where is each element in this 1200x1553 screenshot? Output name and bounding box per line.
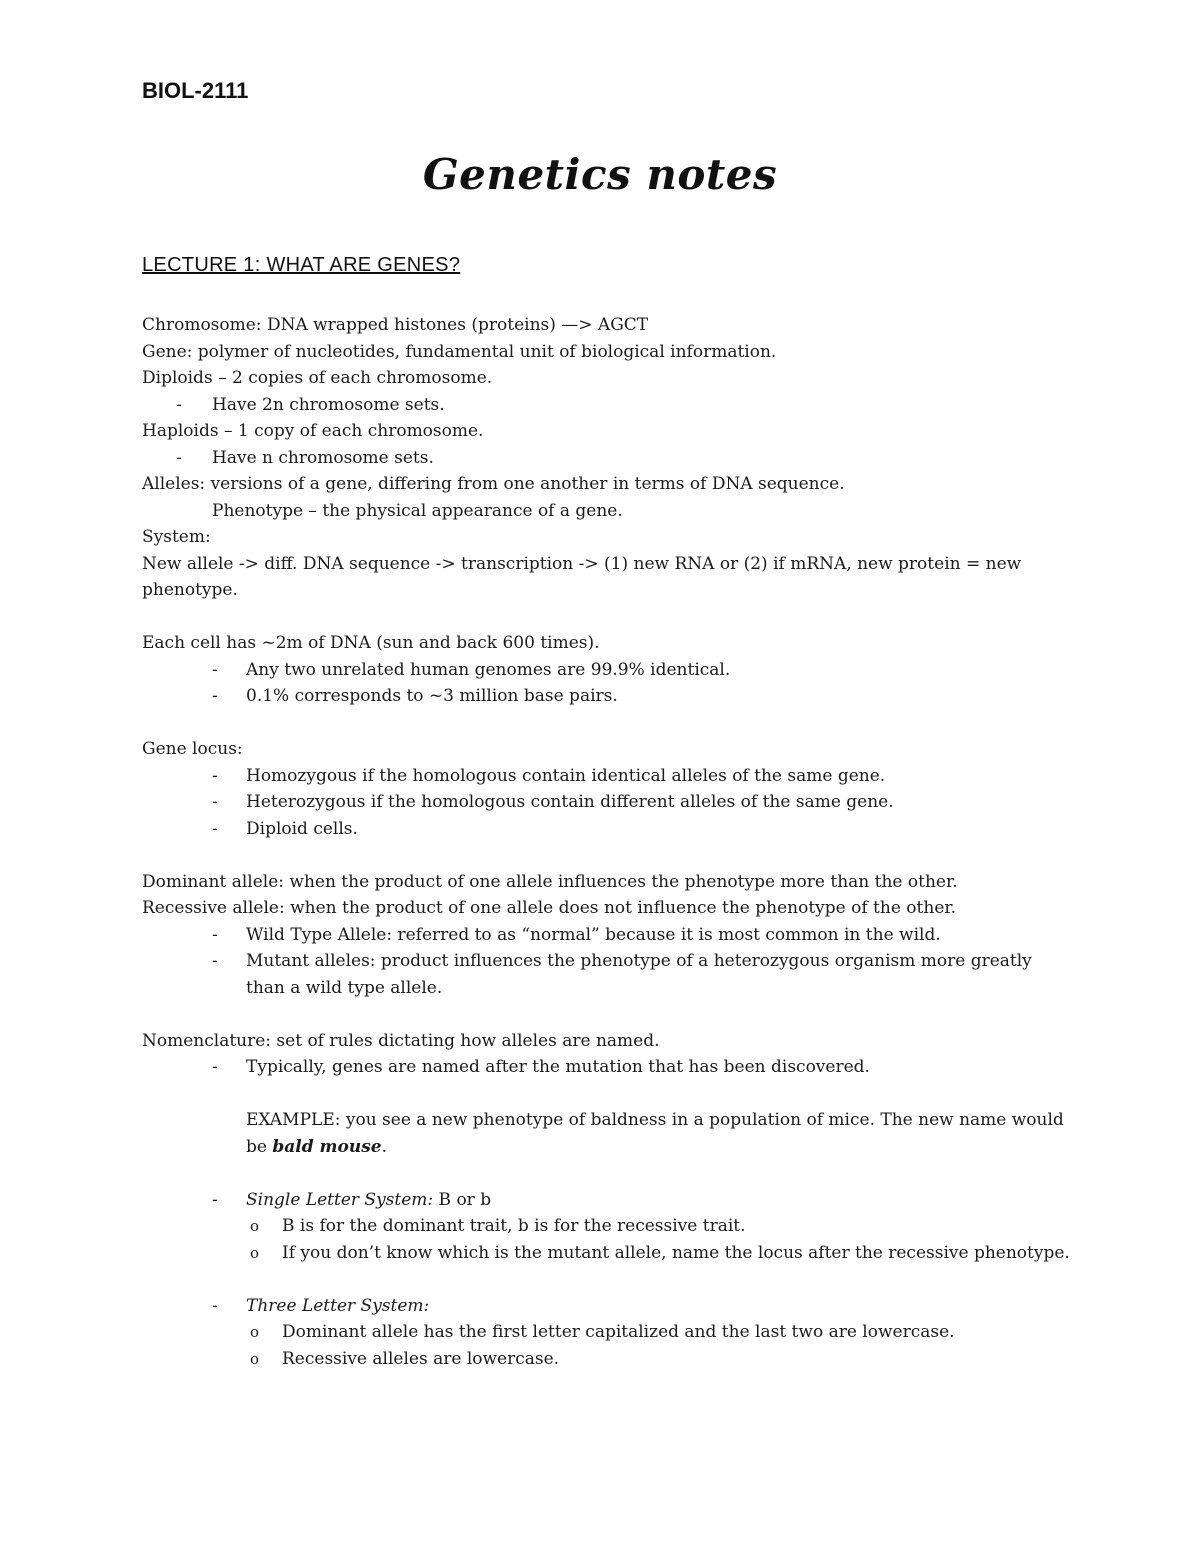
- note-bullet: - Typically, genes are named after the mutation that has been discovered.: [142, 1054, 1072, 1081]
- course-code: BIOL-2111: [142, 78, 249, 103]
- note-line: Chromosome: DNA wrapped histones (proteins) —> AGCT: [142, 315, 649, 335]
- note-bullet: - 0.1% corresponds to ~3 million base pairs.: [142, 683, 1072, 710]
- note-bullet: - Homozygous if the homologous contain identical alleles of the same gene.: [142, 763, 1072, 790]
- dash-marker: -: [176, 447, 182, 468]
- dash-marker: -: [212, 659, 218, 680]
- circle-marker: o: [250, 1243, 260, 1262]
- note-subitem: - Have 2n chromosome sets.: [142, 392, 1072, 419]
- dash-marker: -: [212, 951, 218, 971]
- note-line: Gene locus:: [142, 739, 243, 759]
- note-line: Recessive allele: when the product of one allele does not influence the phenotype of the other.: [142, 898, 957, 918]
- note-bullet: - Wild Type Allele: referred to as “normal” because it is most common in the wild.: [142, 922, 1072, 949]
- dash-marker: -: [212, 792, 218, 812]
- dash-marker: -: [212, 1057, 218, 1077]
- note-bullet: - Heterozygous if the homologous contain different alleles of the same gene.: [142, 789, 1072, 816]
- note-line: System:: [142, 527, 211, 547]
- note-bullet: - Any two unrelated human genomes are 99.9% identical.: [142, 657, 1072, 684]
- circle-marker: o: [250, 1217, 260, 1235]
- note-subbullet: o Dominant allele has the first letter capitalized and the last two are lowercase.: [142, 1319, 1072, 1346]
- note-subbullet: o Recessive alleles are lowercase.: [142, 1346, 1072, 1373]
- note-bullet: - Mutant alleles: product influences the phenotype of a heterozygous organism more greatly than a wild type allele.: [142, 948, 1072, 1001]
- note-subitem: - Have n chromosome sets.: [142, 445, 1072, 472]
- section-heading: LECTURE 1: WHAT ARE GENES?: [142, 254, 461, 276]
- note-line: Alleles: versions of a gene, differing from one another in terms of DNA sequence.: [142, 474, 845, 494]
- note-bullet: - Single Letter System: B or b: [142, 1187, 1072, 1214]
- note-line: Haploids – 1 copy of each chromosome.: [142, 421, 484, 441]
- note-subbullet: o B is for the dominant trait, b is for the recessive trait.: [142, 1213, 1072, 1240]
- circle-marker: o: [250, 1323, 260, 1341]
- dash-marker: -: [212, 686, 218, 706]
- note-bullet: - Diploid cells.: [142, 816, 1072, 843]
- note-line: Each cell has ~2m of DNA (sun and back 600 times).: [142, 633, 600, 653]
- dash-marker: -: [212, 765, 218, 786]
- note-line: Nomenclature: set of rules dictating how alleles are named.: [142, 1030, 660, 1051]
- page-title: Genetics notes: [422, 150, 778, 199]
- note-subbullet: o If you don’t know which is the mutant allele, name the locus after the recessive phenotype.: [142, 1240, 1072, 1267]
- dash-marker: -: [212, 818, 218, 839]
- notes-body: [142, 312, 1072, 1372]
- dash-marker: -: [212, 1189, 218, 1210]
- note-line: Gene: polymer of nucleotides, fundamental unit of biological information.: [142, 341, 777, 362]
- example-paragraph: EXAMPLE: you see a new phenotype of baldness in a population of mice. The new name would be bald mouse.: [246, 1110, 1064, 1157]
- dash-marker: -: [176, 394, 182, 415]
- dash-marker: -: [212, 1295, 218, 1316]
- circle-marker: o: [250, 1349, 260, 1368]
- note-line: New allele -> diff. DNA sequence -> transcription -> (1) new RNA or (2) if mRNA, new protein = new phenotype.: [142, 553, 1022, 600]
- note-line: Phenotype – the physical appearance of a gene.: [212, 500, 623, 521]
- note-bullet: - Three Letter System:: [142, 1293, 1072, 1320]
- dash-marker: -: [212, 924, 218, 945]
- example-term: bald mouse: [272, 1136, 382, 1157]
- note-line: Diploids – 2 copies of each chromosome.: [142, 368, 493, 388]
- note-line: Dominant allele: when the product of one allele influences the phenotype more than the other.: [142, 871, 958, 892]
